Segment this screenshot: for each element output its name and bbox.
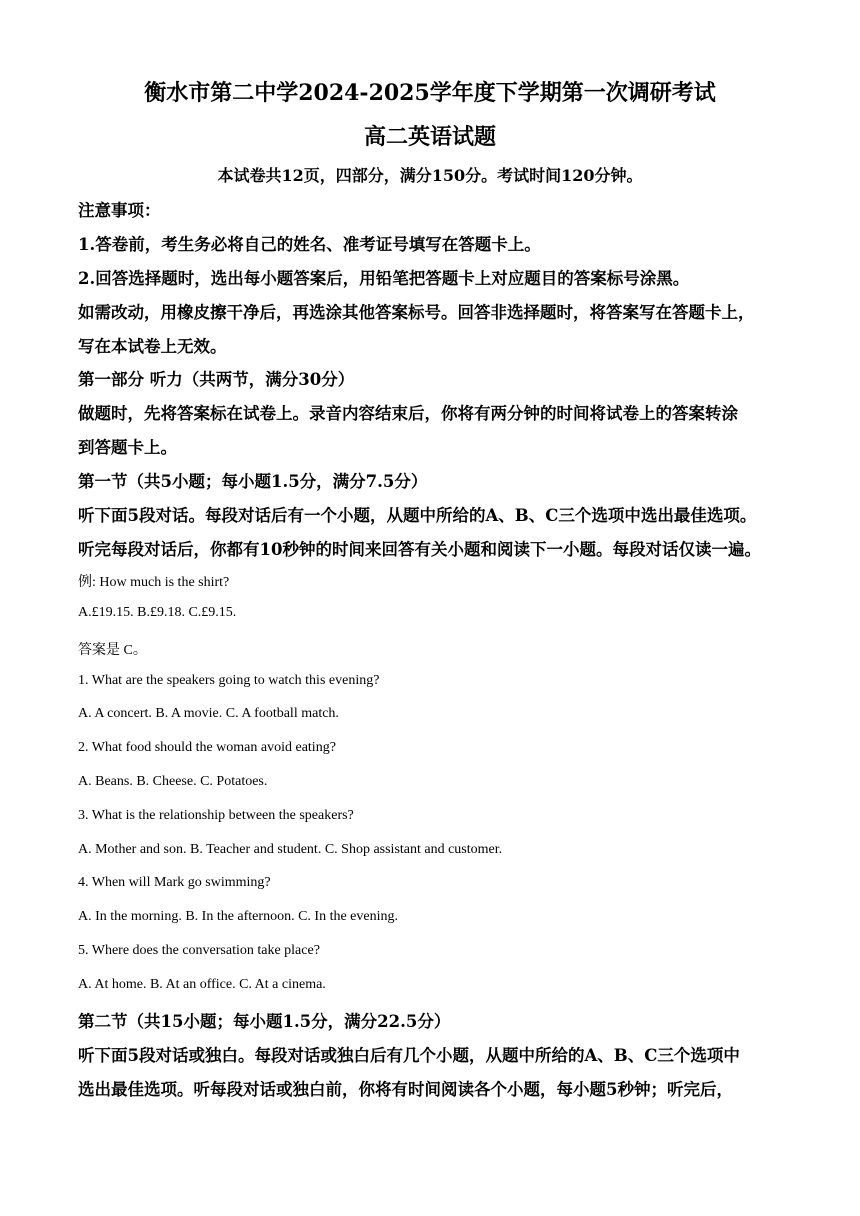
question-5: 5. Where does the conversation take place? bbox=[78, 943, 320, 958]
question-1: 1. What are the speakers going to watch this evening? bbox=[78, 673, 380, 688]
example-answer: 答案是 C。 bbox=[78, 643, 147, 658]
question-4: 4. When will Mark go swimming? bbox=[78, 875, 271, 890]
section2-heading: 第二节（共15小题；每小题1.5分，满分22.5分） bbox=[78, 1012, 451, 1031]
question-3-options: A. Mother and son. B. Teacher and student. C. Shop assistant and customer. bbox=[78, 842, 503, 857]
notice-3a: 如需改动，用橡皮擦干净后，再选涂其他答案标号。回答非选择题时，将答案写在答题卡上， bbox=[78, 303, 755, 322]
question-2-options: A. Beans. B. Cheese. C. Potatoes. bbox=[78, 774, 268, 789]
notice-2: 2.回答选择题时，选出每小题答案后，用铅笔把答题卡上对应题目的答案标号涂黑。 bbox=[78, 269, 690, 288]
part1-intro-b: 到答题卡上。 bbox=[78, 438, 177, 457]
notice-1: 1.答卷前，考生务必将自己的姓名、准考证号填写在答题卡上。 bbox=[78, 235, 541, 254]
question-4-options: A. In the morning. B. In the afternoon. C. In the evening. bbox=[78, 909, 398, 924]
section2-intro-b: 选出最佳选项。听每段对话或独白前，你将有时间阅读各个小题，每小题5秒钟；听完后， bbox=[78, 1080, 733, 1099]
example-options: A.£19.15. B.£9.18. C.£9.15. bbox=[78, 605, 237, 620]
exam-intro: 本试卷共12页，四部分，满分150分。考试时间120分钟。 bbox=[217, 166, 643, 185]
section2-intro-a: 听下面5段对话或独白。每段对话或独白后有几个小题，从题中所给的A、B、C三个选项中 bbox=[78, 1046, 740, 1065]
example-question: 例: How much is the shirt? bbox=[78, 575, 230, 590]
section1-intro-b: 听完每段对话后，你都有10秒钟的时间来回答有关小题和阅读下一小题。每段对话仅读一遍。 bbox=[78, 540, 761, 559]
notice-heading: 注意事项： bbox=[78, 201, 161, 220]
exam-title: 衡水市第二中学2024-2025学年度下学期第一次调研考试 bbox=[144, 80, 716, 106]
question-2: 2. What food should the woman avoid eating? bbox=[78, 740, 336, 755]
exam-subtitle: 高二英语试题 bbox=[363, 124, 496, 150]
question-3: 3. What is the relationship between the speakers? bbox=[78, 808, 354, 823]
notice-3b: 写在本试卷上无效。 bbox=[78, 337, 227, 356]
question-1-options: A. A concert. B. A movie. C. A football match. bbox=[78, 706, 339, 721]
part1-intro-a: 做题时，先将答案标在试卷上。录音内容结束后，你将有两分钟的时间将试卷上的答案转涂 bbox=[78, 404, 738, 423]
question-5-options: A. At home. B. At an office. C. At a cinema. bbox=[78, 977, 326, 992]
section1-intro-a: 听下面5段对话。每段对话后有一个小题，从题中所给的A、B、C三个选项中选出最佳选项。 bbox=[78, 506, 757, 525]
section1-heading: 第一节（共5小题；每小题1.5分，满分7.5分） bbox=[78, 472, 428, 491]
part1-heading: 第一部分 听力（共两节，满分30分） bbox=[78, 370, 355, 389]
